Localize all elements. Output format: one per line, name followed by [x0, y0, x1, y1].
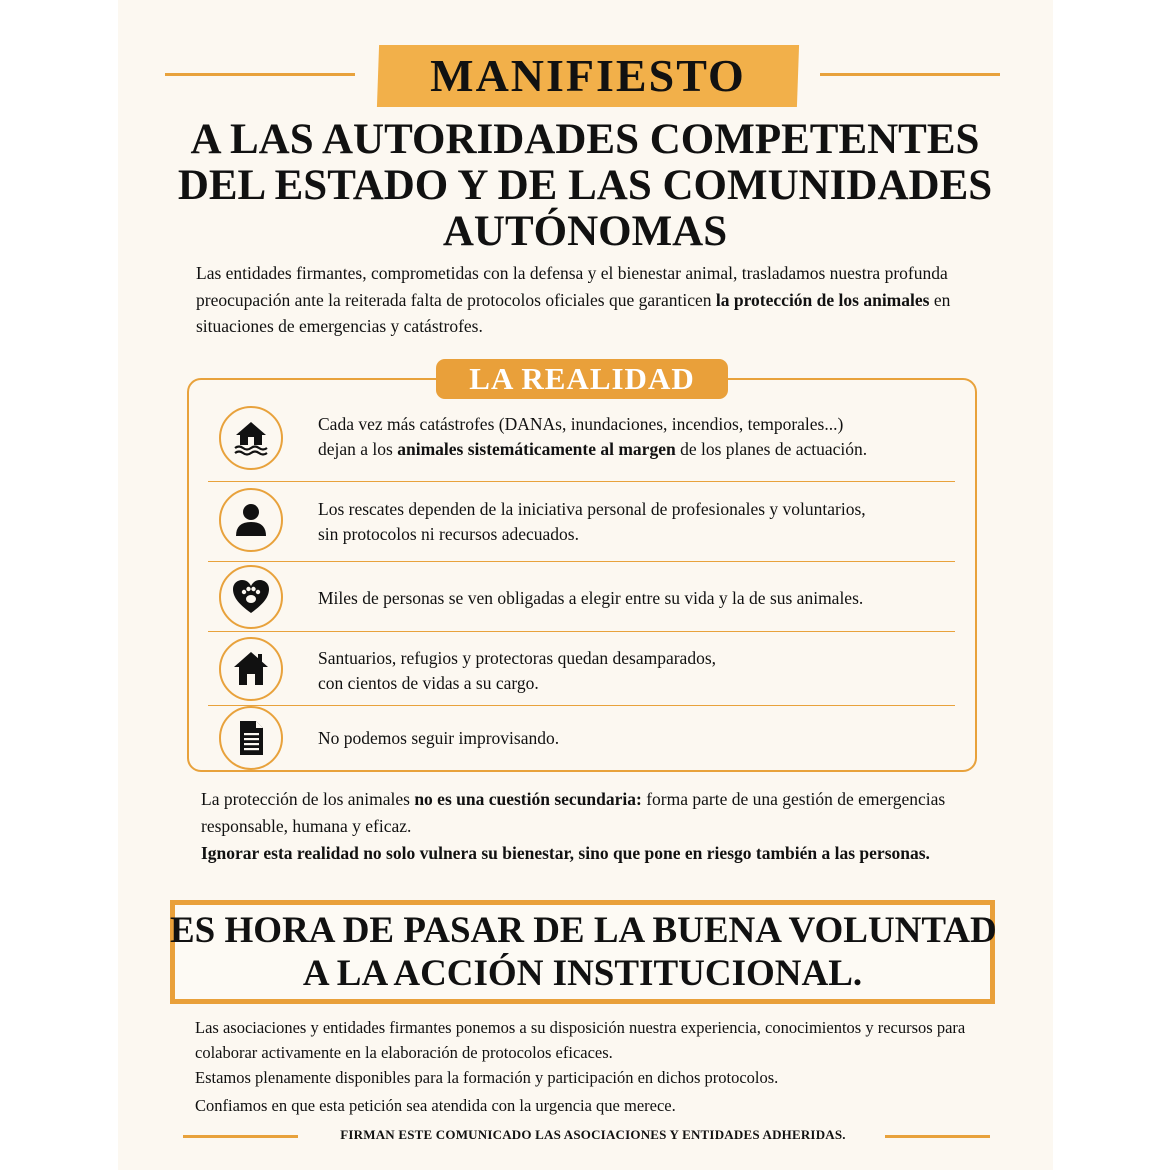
call-to-action: [170, 909, 995, 995]
heart-paw-icon: [219, 565, 283, 629]
person-icon: [219, 488, 283, 552]
reality-item: [208, 706, 955, 770]
header-rule-left: [165, 73, 355, 76]
manifesto-banner: MANIFIESTO: [430, 50, 746, 101]
flooded-house-icon: [219, 406, 283, 470]
closing-paragraph: Las asociaciones y entidades firmantes ponemos a su disposición nuestra experiencia, conocimientos y recursos para colaborar activamente en la elaboración de protocolos eficaces. Estamos plenamente disponibles para la formación y participación en dichos protocolos. Confiamos en que esta petición sea atendida con la urgencia que merece.: [195, 1018, 966, 1115]
footer-rule-right: [885, 1135, 990, 1138]
footer-signature-note: FIRMAN ESTE COMUNICADO LAS ASOCIACIONES Y ENTIDADES ADHERIDAS.: [340, 1127, 846, 1142]
reality-item: [208, 562, 955, 632]
title-line: AUTÓNOMAS: [442, 208, 728, 255]
document-icon: [219, 706, 283, 770]
title-line: A LAS AUTORIDADES COMPETENTES: [190, 116, 980, 163]
intro-bold: la protección de los animales: [715, 289, 930, 310]
reality-item-text: Cada vez más catástrofes (DANAs, inundaciones, incendios, temporales...) dejan a los animales sistemáticamente al margen de los planes de actuación.: [318, 414, 868, 459]
statement-emphasis: Ignorar esta realidad no solo vulnera su bienestar, sino que pone en riesgo también a las personas.: [201, 843, 930, 863]
reality-item-text: Los rescates dependen de la iniciativa personal de profesionales y voluntarios, sin protocolos ni recursos adecuados.: [318, 499, 866, 544]
reality-label: LA REALIDAD: [436, 359, 728, 399]
title-line: DEL ESTADO Y DE LAS COMUNIDADES: [177, 162, 993, 209]
reality-item-text: Miles de personas se ven obligadas a elegir entre su vida y la de sus animales.: [318, 588, 864, 608]
house-icon: [219, 637, 283, 701]
intro-paragraph: Las entidades firmantes, comprometidas con la defensa y el bienestar animal, trasladamos nuestra profunda preocupación ante la reiterada falta de protocolos oficiales que garanticen la protección de los animales en situaciones de emergencias y catástrofes.: [196, 263, 951, 336]
reality-item-text: Santuarios, refugios y protectoras quedan desamparados, con cientos de vidas a su cargo.: [318, 648, 717, 693]
header-rule-right: [820, 73, 1000, 76]
page-title: [160, 117, 1010, 255]
reality-item: [208, 632, 955, 706]
reality-item: [208, 482, 955, 562]
statement-paragraph: La protección de los animales no es una cuestión secundaria: forma parte de una gestión de emergencias responsable, humana y eficaz.: [201, 789, 946, 836]
cta-line: ES HORA DE PASAR DE LA BUENA VOLUNTAD: [170, 910, 997, 951]
reality-item: [208, 398, 955, 482]
statement-bold: no es una cuestión secundaria:: [414, 789, 642, 809]
footer-rule-left: [183, 1135, 298, 1138]
cta-line: A LA ACCIÓN INSTITUCIONAL.: [302, 953, 863, 994]
reality-item-text: No podemos seguir improvisando.: [318, 728, 560, 748]
